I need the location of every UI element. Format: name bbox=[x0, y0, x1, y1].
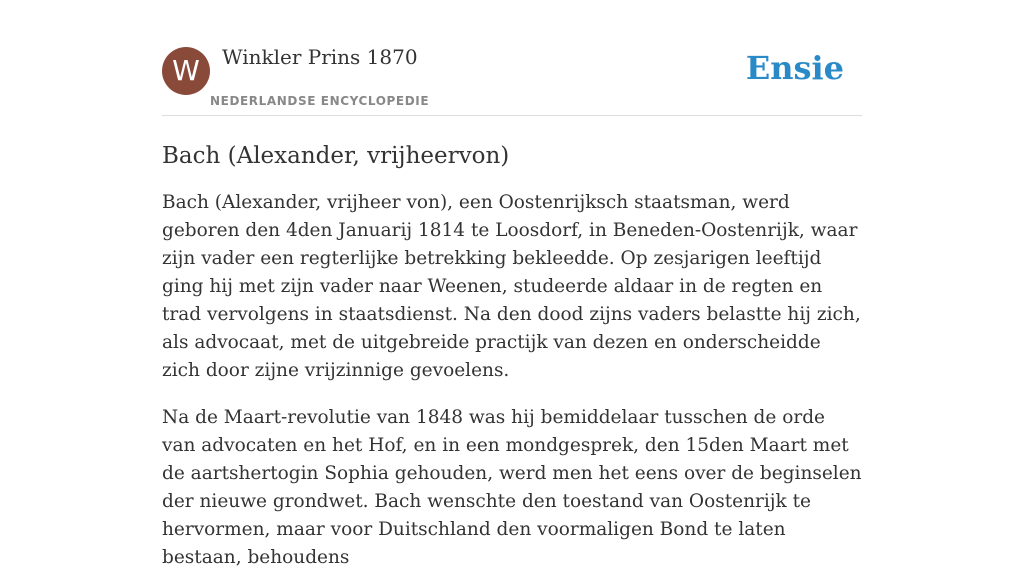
page-container bbox=[162, 0, 862, 572]
avatar[interactable]: W bbox=[162, 47, 210, 95]
source-subtitle: NEDERLANDSE ENCYCLOPEDIE bbox=[210, 94, 430, 108]
article-paragraph: Na de Maart-revolutie van 1848 was hij bemiddelaar tusschen de orde van advocaten en het Hof, en in een mondgesprek, den 15den Maart met de aartshertogin Sophia gehouden, werd men het eens over de beginselen der nieuwe grondwet. Bach wenschte den toestand van Oostenrijk te hervormen, maar voor Duitschland den voormaligen Bond te laten bestaan, behoudens bbox=[162, 407, 862, 568]
article-title: Bach (Alexander, vrijheervon) bbox=[162, 143, 510, 169]
source-title[interactable]: Winkler Prins 1870 bbox=[222, 45, 418, 69]
article-paragraph: Bach (Alexander, vrijheer von), een Oostenrijksch staatsman, werd geboren den 4den Januarij 1814 te Loosdorf, in Beneden-Oostenrijk, waar zijn vader een regterlijke betrekking bekleedde. Op zesjarigen leeftijd ging hij met zijn vader naar Weenen, studeerde aldaar in de regten en trad vervolgens in staatsdienst. Na den dood zijns vaders belastte hij zich, als advocaat, met de uitgebreide practijk van dezen en onderscheidde zich door zijne vrijzinnige gevoelens. bbox=[162, 192, 861, 381]
source-header bbox=[162, 0, 862, 116]
ensie-logo[interactable]: Ensie bbox=[745, 49, 844, 87]
